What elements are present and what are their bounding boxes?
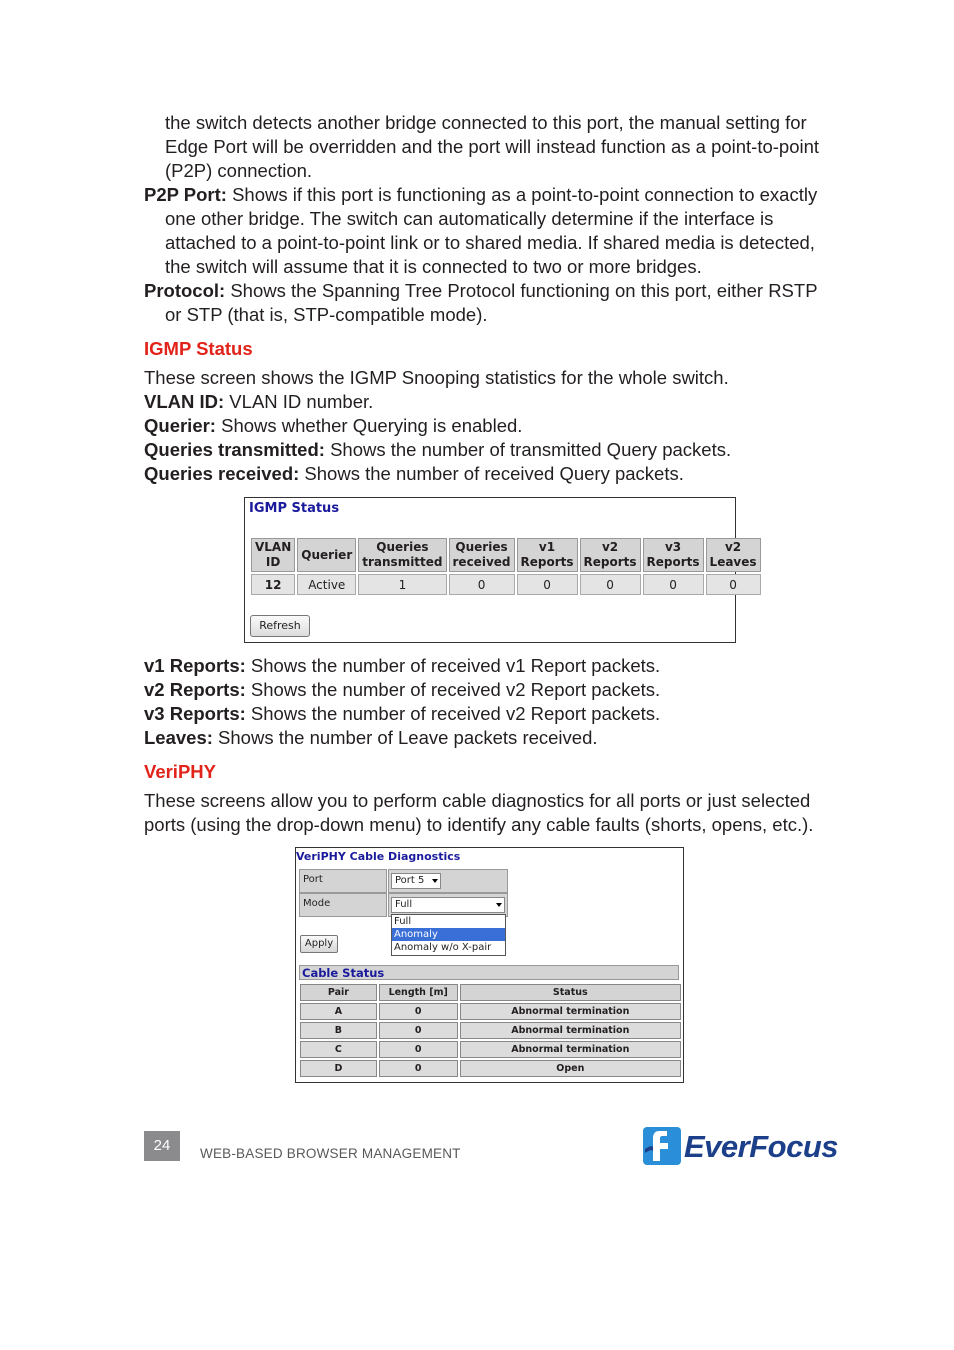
- definition-text: Shows the number of transmitted Query packets.: [324, 439, 732, 460]
- definition-vlan-id: [144, 390, 373, 414]
- definition-term: P2P Port:: [144, 184, 227, 205]
- body-line: (P2P) connection.: [165, 160, 313, 181]
- cell-v2-reports: 0: [580, 574, 641, 595]
- page-number: 24: [144, 1131, 180, 1161]
- cell-status: Open: [460, 1060, 681, 1077]
- definition-term: Querier:: [144, 415, 216, 436]
- cell-length: 0: [379, 1003, 458, 1020]
- p2p-definition: [144, 183, 817, 207]
- body-line: Edge Port will be overridden and the port will instead function as a point-to-point: [165, 136, 820, 157]
- definition-term: Queries received:: [144, 463, 300, 484]
- chevron-down-icon: [432, 879, 438, 883]
- col-header-queries-received: Queries received: [449, 538, 515, 572]
- definition-text: VLAN ID number.: [224, 391, 374, 412]
- definition-text: Shows the Spanning Tree Protocol functioning on this port, either RSTP: [225, 280, 818, 301]
- mode-option-full[interactable]: Full: [394, 916, 412, 927]
- table-row: [300, 1041, 681, 1058]
- definition-queries-received: [144, 462, 684, 486]
- panel-title: VeriPHY Cable Diagnostics: [296, 850, 461, 863]
- definition-term: v2 Reports:: [144, 679, 246, 700]
- col-header-length: Length [m]: [379, 984, 458, 1001]
- definition-term: v3 Reports:: [144, 703, 246, 724]
- port-label: Port: [303, 874, 323, 885]
- body-line: ports (using the drop-down menu) to identify any cable faults (shorts, opens, etc.).: [144, 814, 814, 835]
- cell-pair: C: [300, 1041, 377, 1058]
- mode-select[interactable]: [391, 897, 505, 913]
- col-header-v1-reports: v1 Reports: [517, 538, 578, 572]
- mode-label: Mode: [303, 898, 331, 909]
- veriphy-panel: [295, 847, 684, 1083]
- logo-wordmark: EverFocus: [684, 1129, 839, 1164]
- cell-status: Abnormal termination: [460, 1003, 681, 1020]
- definition-term: Queries transmitted:: [144, 439, 325, 460]
- definition-text: Shows the number of received Query packets.: [299, 463, 684, 484]
- cell-status: Abnormal termination: [460, 1022, 681, 1039]
- definition-text: Shows the number of received v2 Report packets.: [245, 679, 661, 700]
- refresh-button[interactable]: Refresh: [250, 615, 310, 637]
- cable-status-table: [298, 982, 683, 1079]
- port-label-cell: [299, 869, 387, 893]
- definition-term: Protocol:: [144, 280, 226, 301]
- cell-queries-transmitted: 1: [358, 574, 446, 595]
- mode-label-cell: [299, 893, 387, 917]
- cell-pair: B: [300, 1022, 377, 1039]
- cell-length: 0: [379, 1022, 458, 1039]
- definition-text: Shows the number of received v2 Report packets.: [245, 703, 661, 724]
- apply-button[interactable]: Apply: [300, 935, 338, 953]
- mode-dropdown-list: [391, 914, 506, 956]
- body-line: attached to a point-to-point link or to shared media. If shared media is detected,: [165, 232, 815, 253]
- port-select[interactable]: [391, 873, 441, 889]
- definition-v1-reports: [144, 654, 660, 678]
- cell-querier: Active: [297, 574, 356, 595]
- definition-text: Shows if this port is functioning as a point-to-point connection to exactly: [226, 184, 818, 205]
- logo-mark-icon: [643, 1127, 681, 1165]
- col-header-v2-leaves: v2 Leaves: [706, 538, 761, 572]
- table-row: [300, 1060, 681, 1077]
- definition-term: VLAN ID:: [144, 391, 225, 412]
- definition-querier: [144, 414, 522, 438]
- everfocus-logo: [643, 1127, 839, 1170]
- cable-status-title: Cable Status: [299, 965, 679, 980]
- mode-select-value: Full: [395, 899, 413, 910]
- definition-v2-reports: [144, 678, 660, 702]
- definition-text: Shows the number of received v1 Report packets.: [245, 655, 661, 676]
- definition-v3-reports: [144, 702, 660, 726]
- chevron-down-icon: [496, 903, 502, 907]
- col-header-v3-reports: v3 Reports: [643, 538, 704, 572]
- body-line: or STP (that is, STP-compatible mode).: [165, 304, 488, 325]
- igmp-description: These screen shows the IGMP Snooping statistics for the whole switch.: [144, 367, 729, 388]
- col-header-querier: Querier: [297, 538, 356, 572]
- definition-text: Shows whether Querying is enabled.: [215, 415, 523, 436]
- body-line: These screens allow you to perform cable diagnostics for all ports or just selected: [144, 790, 811, 811]
- mode-option-anomaly-wo-xpair[interactable]: Anomaly w/o X-pair: [394, 942, 492, 953]
- cell-v3-reports: 0: [643, 574, 704, 595]
- cell-v2-leaves: 0: [706, 574, 761, 595]
- footer-section-title: WEB-BASED BROWSER MANAGEMENT: [200, 1146, 461, 1161]
- definition-leaves: [144, 726, 598, 750]
- panel-title: IGMP Status: [249, 501, 340, 516]
- cell-length: 0: [379, 1041, 458, 1058]
- protocol-definition: [144, 279, 818, 303]
- definition-text: Shows the number of Leave packets received.: [212, 727, 598, 748]
- cell-v1-reports: 0: [517, 574, 578, 595]
- body-line: the switch will assume that it is connected to two or more bridges.: [165, 256, 702, 277]
- table-header-row: [300, 984, 681, 1001]
- igmp-status-table: [249, 536, 763, 597]
- cell-status: Abnormal termination: [460, 1041, 681, 1058]
- igmp-status-panel: [244, 497, 757, 643]
- table-row: [300, 1022, 681, 1039]
- col-header-queries-transmitted: Queries transmitted: [358, 538, 446, 572]
- mode-option-anomaly[interactable]: Anomaly: [392, 928, 505, 941]
- cell-length: 0: [379, 1060, 458, 1077]
- section-heading-veriphy: VeriPHY: [144, 761, 216, 782]
- body-line: the switch detects another bridge connected to this port, the manual setting for: [165, 112, 807, 133]
- table-row: [251, 574, 761, 595]
- col-header-vlan-id: VLAN ID: [251, 538, 295, 572]
- col-header-pair: Pair: [300, 984, 377, 1001]
- col-header-status: Status: [460, 984, 681, 1001]
- col-header-v2-reports: v2 Reports: [580, 538, 641, 572]
- port-select-value: Port 5: [395, 875, 425, 886]
- port-value-cell: [388, 869, 508, 893]
- cell-pair: D: [300, 1060, 377, 1077]
- definition-queries-transmitted: [144, 438, 731, 462]
- section-heading-igmp: IGMP Status: [144, 338, 253, 359]
- body-line: one other bridge. The switch can automatically determine if the interface is: [165, 208, 774, 229]
- definition-term: Leaves:: [144, 727, 213, 748]
- definition-term: v1 Reports:: [144, 655, 246, 676]
- cell-pair: A: [300, 1003, 377, 1020]
- cell-queries-received: 0: [449, 574, 515, 595]
- table-header-row: [251, 538, 761, 572]
- table-row: [300, 1003, 681, 1020]
- cell-vlan-id: 12: [251, 574, 295, 595]
